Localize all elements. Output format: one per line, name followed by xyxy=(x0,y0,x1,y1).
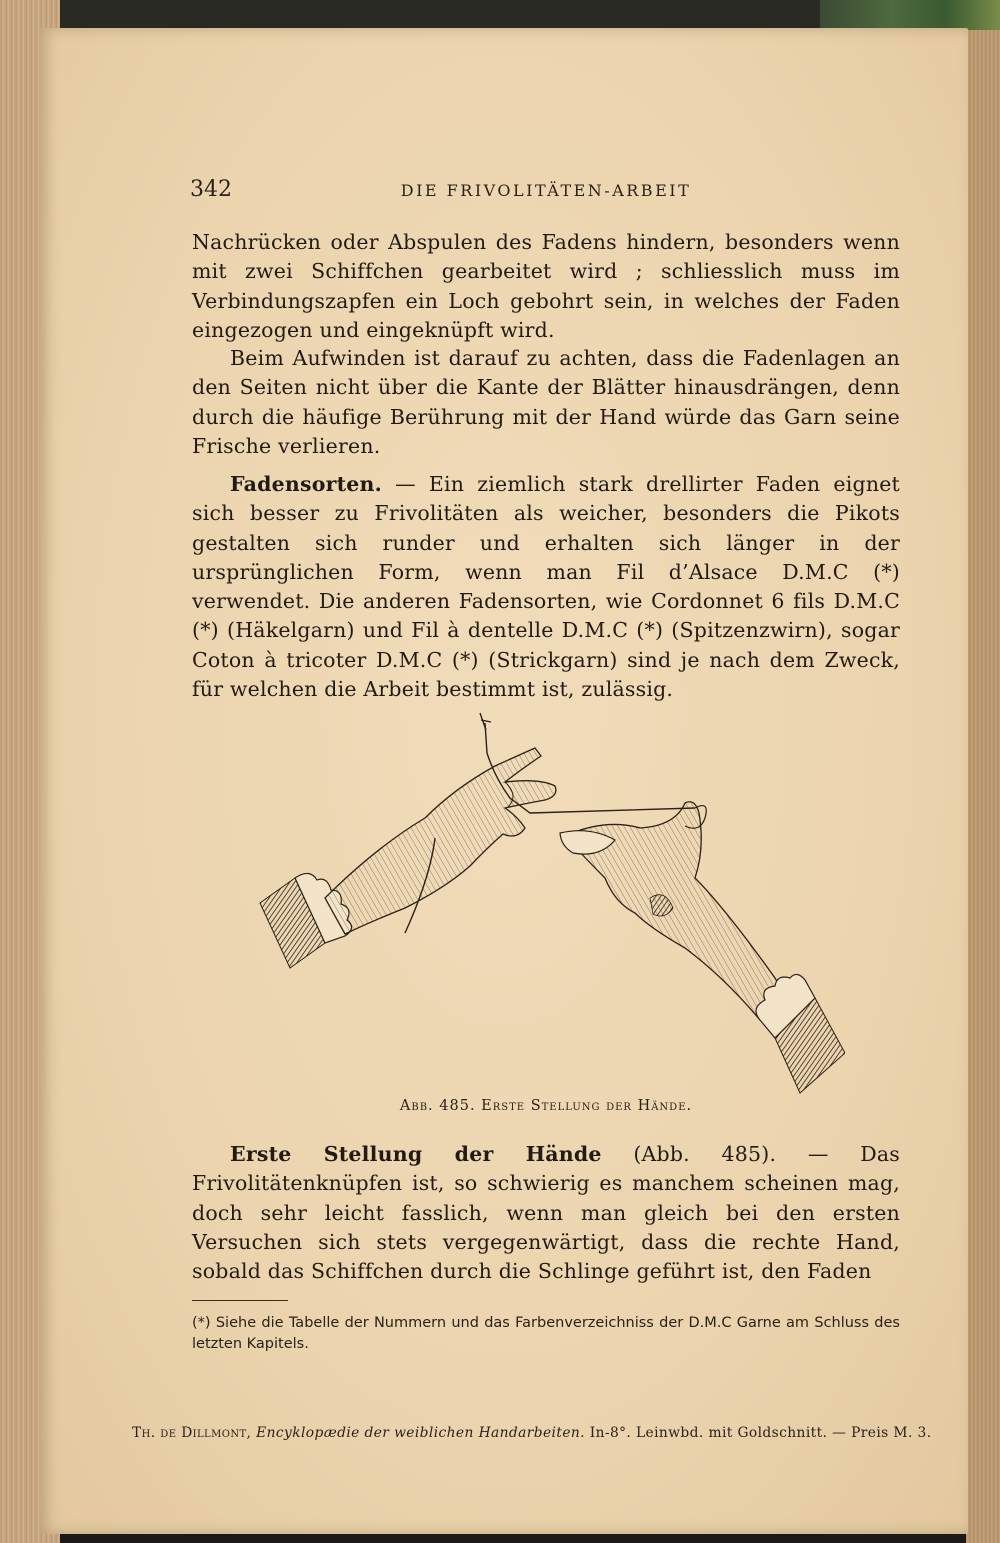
page-header xyxy=(190,177,902,207)
book-cover-edge xyxy=(820,0,1000,30)
figure-caption: Abb. 485. Erste Stellung der Hände. xyxy=(399,1098,693,1114)
paragraph-3-body: — Ein ziemlich stark drellirter Faden eignet sich besser zu Frivolitäten als weicher, besonders die Pikots gestalten sich runder und erhalten sich länger in der ursprünglichen Form, wenn man Fil d’Alsace D.M.C (*) verwendet. Die anderen Fadensorten, wie Cordonnet 6 fils D.M.C (*) (Häkelgarn) und Fil à dentelle D.M.C (*) (Spitzenzwirn), sogar Coton à tricoter D.M.C (*) (Strickgarn) sind je nach dem Zweck, für welchen die Arbeit bestimmt ist, zulässig. xyxy=(192,472,900,702)
page-number: 342 xyxy=(190,177,232,202)
paragraph-4-heading: Erste Stellung der Hände xyxy=(230,1142,602,1166)
hands-illustration xyxy=(255,708,845,1098)
paragraph-4 xyxy=(192,1140,900,1286)
paragraph-3-heading: Fadensorten. xyxy=(230,472,382,496)
imprint-author: Th. de Dillmont, xyxy=(132,1425,252,1441)
page-stack-right xyxy=(966,30,1000,1543)
paragraph-3 xyxy=(192,470,900,704)
publisher-imprint xyxy=(132,1425,962,1441)
paragraph-4-body: (Abb. 485). — Das Frivolitätenknüpfen ist, so schwierig es manchem scheinen mag, doch sehr leicht fasslich, wenn man gleich bei den ersten Versuchen sich stets vergegenwärtigt, dass die rechte Hand, sobald das Schiffchen durch die Schlinge geführt ist, den Faden xyxy=(192,1142,900,1284)
imprint-title: Encyklopædie der weiblichen Handarbeiten. xyxy=(256,1425,585,1441)
footnote: (*) Siehe die Tabelle der Nummern und das Farbenverzeichniss der D.M.C Garne am Schluss des letzten Kapitels. xyxy=(192,1315,900,1352)
footnote-rule xyxy=(192,1300,288,1301)
paragraph-2: Beim Aufwinden ist darauf zu achten, dass die Fadenlagen an den Seiten nicht über die Kante der Blätter hinausdrängen, denn durch die häufige Berührung mit der Hand würde das Garn seine Frische verlieren. xyxy=(192,346,900,458)
paragraph-1: Nachrücken oder Abspulen des Fadens hindern, besonders wenn mit zwei Schiffchen gearbeitet wird ; schliesslich muss im Verbindungszapfen ein Loch gebohrt sein, in welches der Faden eingezogen und eingeknüpft wird. xyxy=(192,230,900,342)
imprint-details: In-8°. Leinwbd. mit Goldschnitt. — Preis M. 3. xyxy=(589,1425,932,1441)
running-title: DIE FRIVOLITÄTEN-ARBEIT xyxy=(400,181,692,200)
